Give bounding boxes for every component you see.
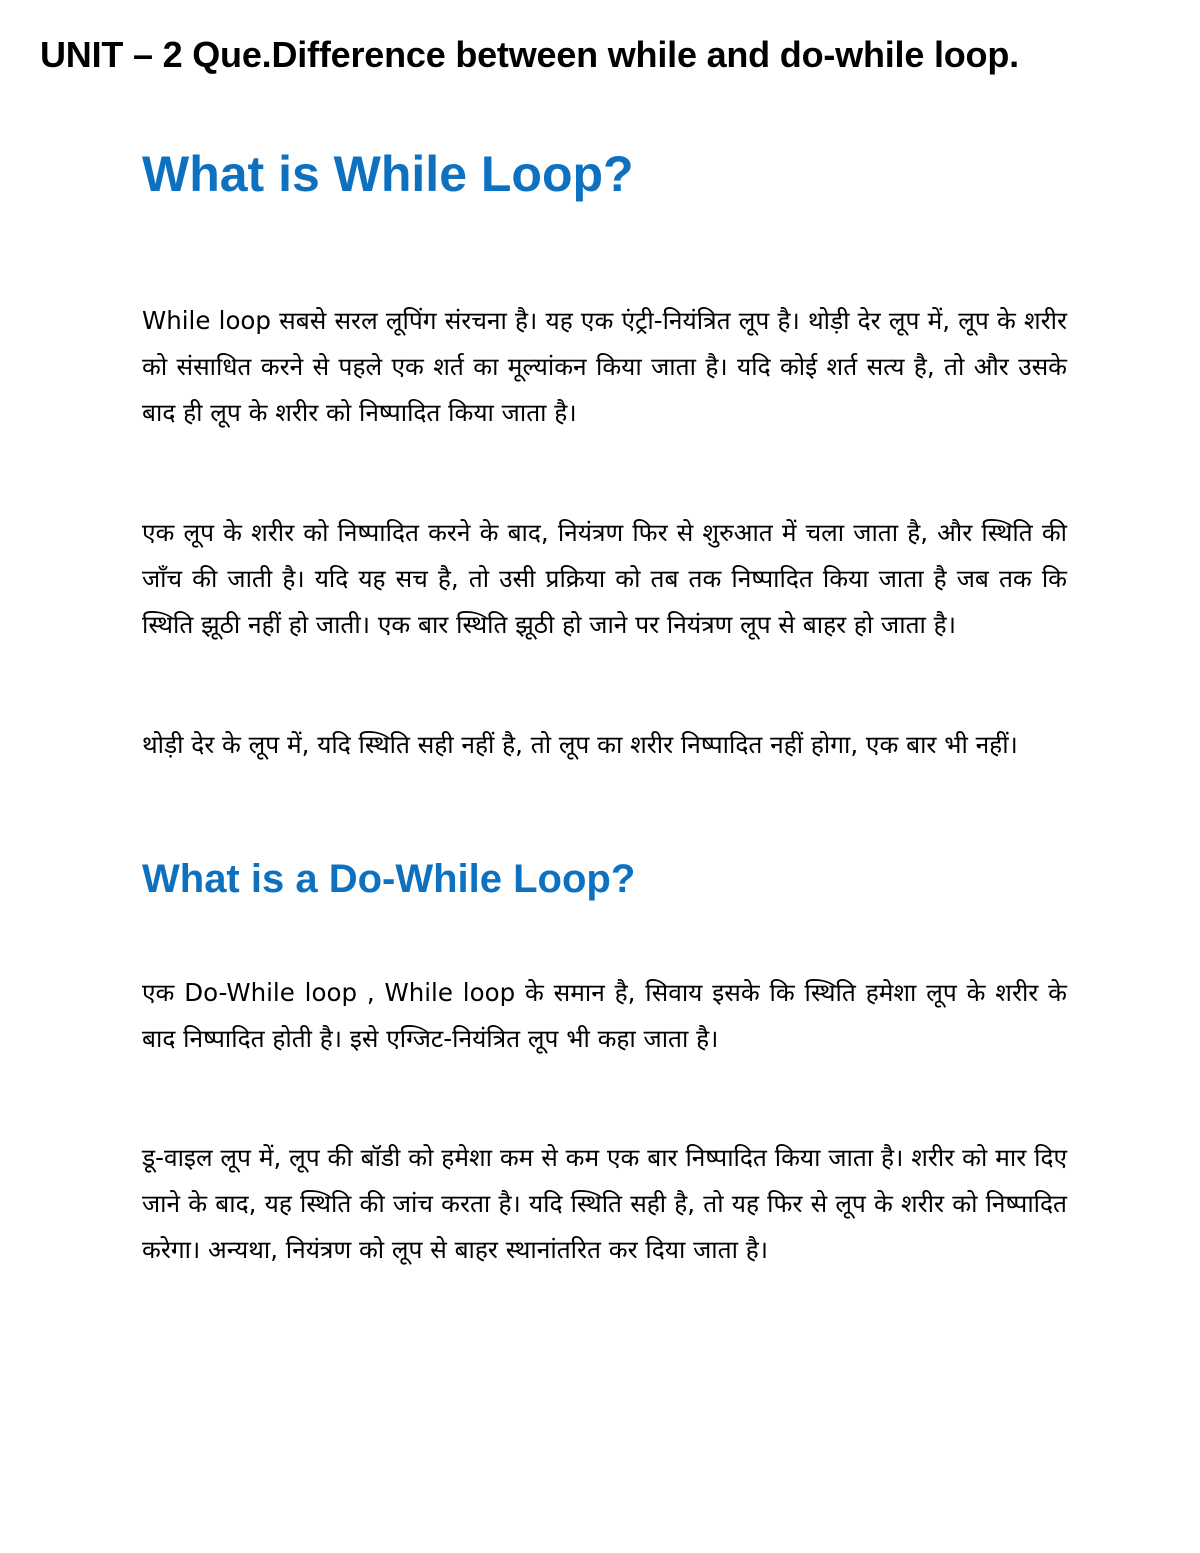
section-title-while-loop: What is While Loop? — [142, 146, 634, 202]
while-loop-paragraph-1: While loop सबसे सरल लूपिंग संरचना है। यह एक एंट्री-नियंत्रित लूप है। थोड़ी देर लूप में, लूप के शरीर को संसाधित करने से पहले एक शर्त का मूल्यांकन किया जाता है। यदि कोई शर्त सत्य है, तो और उसके बाद ही लूप के शरीर को निष्पादित किया जाता है। — [142, 306, 1067, 427]
section-title-do-while-loop: What is a Do-While Loop? — [142, 857, 636, 901]
do-while-loop-paragraph-1: एक Do-While loop , While loop के समान है, सिवाय इसके कि स्थिति हमेशा लूप के शरीर के बाद निष्पादित होती है। इसे एग्जिट-नियंत्रित लूप भी कहा जाता है। — [142, 978, 1067, 1053]
page-heading: UNIT – 2 Que.Difference between while and do-while loop. — [40, 34, 1019, 75]
do-while-loop-paragraph-2: डू-वाइल लूप में, लूप की बॉडी को हमेशा कम से कम एक बार निष्पादित किया जाता है। शरीर को मार दिए जाने के बाद, यह स्थिति की जांच करता है। यदि स्थिति सही है, तो यह फिर से लूप के शरीर को निष्पादित करेगा। अन्यथा, नियंत्रण को लूप से बाहर स्थानांतरित कर दिया जाता है। — [142, 1143, 1067, 1264]
while-loop-paragraph-2: एक लूप के शरीर को निष्पादित करने के बाद, नियंत्रण फिर से शुरुआत में चला जाता है, और स्थिति की जाँच की जाती है। यदि यह सच है, तो उसी प्रक्रिया को तब तक निष्पादित किया जाता है जब तक कि स्थिति झूठी नहीं हो जाती। एक बार स्थिति झूठी हो जाने पर नियंत्रण लूप से बाहर हो जाता है। — [142, 518, 1067, 639]
while-loop-paragraph-3: थोड़ी देर के लूप में, यदि स्थिति सही नहीं है, तो लूप का शरीर निष्पादित नहीं होगा, एक बार भी नहीं। — [142, 730, 1018, 759]
